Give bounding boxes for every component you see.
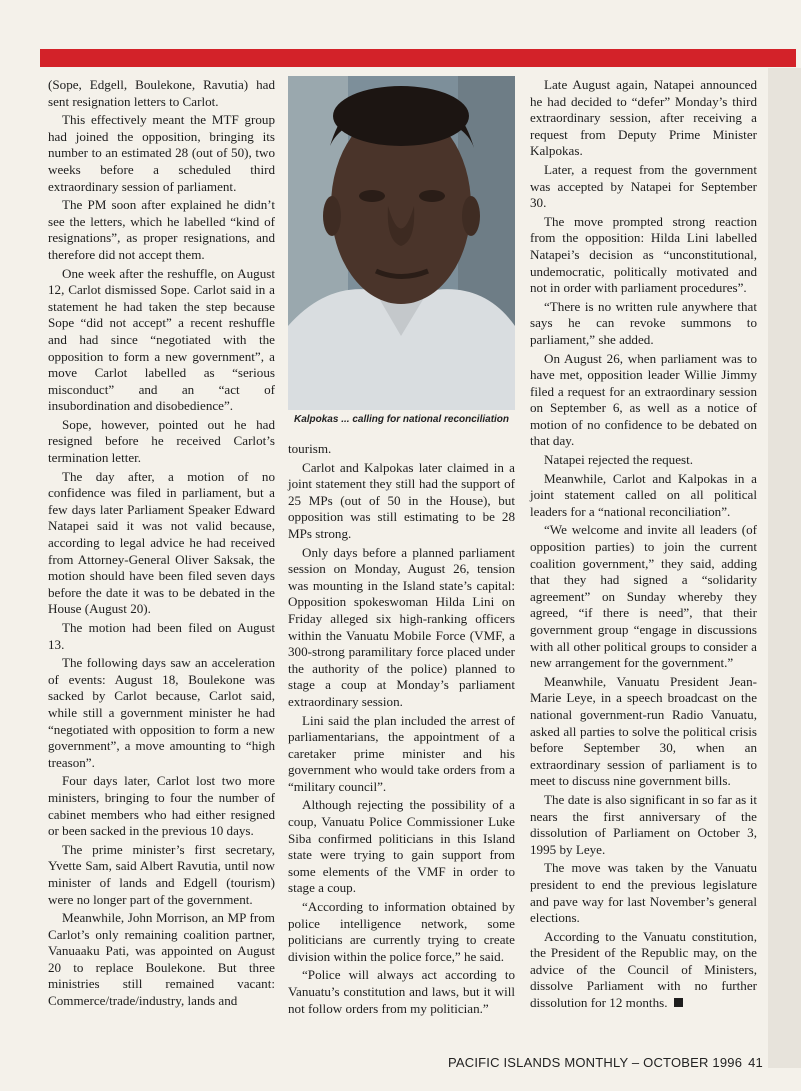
paragraph: Carlot and Kalpokas later claimed in a joint statement they still had the support of 25 MPs (out of 50 in the House), but opposition was still estimating to be 28 MPs strong. [288, 459, 515, 541]
paragraph: “We welcome and invite all leaders (of opposition parties) to join the current coalition government,” they said, adding that they had signed a “solidarity agreement” on Sunday whereby they agreed, “if there is need”, that their government group “engage in discussions with all other political groups to consider a new arrangement for the government.” [530, 522, 757, 671]
paragraph: Although rejecting the possibility of a coup, Vanuatu Police Commissioner Luke Siba confirmed politicians in this Island state were trying to gain support from some elements of the VMF in order to stage a coup. [288, 797, 515, 896]
photo-caption: Kalpokas ... calling for national reconciliation [293, 414, 510, 425]
page-number: 41 [748, 1055, 763, 1070]
paragraph: tourism. [288, 441, 332, 456]
adjacent-page-edge [768, 68, 801, 1068]
paragraph: The date is also significant in so far as it nears the first anniversary of the dissolution of Parliament on October 3, 1995 by Leye. [530, 791, 757, 857]
article-column-2 [288, 441, 515, 1019]
paragraph: The following days saw an acceleration of events: August 18, Boulekone was sacked by Carlot because, Carlot said, while still a government minister he had “negotiated with opposition to form a new government”, a move amounting to “high treason”. [48, 655, 275, 770]
paragraph: This effectively meant the MTF group had joined the opposition, bringing its number to an estimated 28 (out of 50), two weeks before a scheduled third extraordinary session of parliament. [48, 112, 275, 194]
header-accent-bar [40, 49, 796, 67]
paragraph: “According to information obtained by police intelligence network, some politicians are currently trying to create division within the police force,” he said. [288, 899, 515, 964]
paragraph: Natapei rejected the request. [544, 452, 694, 468]
paragraph: Only days before a planned parliament session on Monday, August 26, tension was mounting in the Island state’s capital: Opposition spokeswoman Hilda Lini on Friday alleged six high-ranking officers within the Vanuatu Mobile Force (VMF, a 300-strong paramilitary force placed under the authority of the police) planned to stage a coup at Monday’s parliament extraordinary session. [288, 544, 515, 709]
paragraph: Lini said the plan included the arrest of parliamentarians, the appointment of a caretaker prime minister and his government who would take orders from a “military council”. [288, 712, 515, 794]
paragraph: Meanwhile, Carlot and Kalpokas in a joint statement called on all political leaders for a “national reconciliation”. [530, 470, 757, 519]
paragraph: The prime minister’s first secretary, Yvette Sam, said Albert Ravutia, until now minister of lands and Edgell (tourism) were no longer part of the government. [48, 841, 275, 907]
paragraph: The move was taken by the Vanuatu president to end the previous legislature and pave way for last November’s general elections. [530, 860, 757, 926]
page-footer [442, 1055, 763, 1070]
kalpokas-portrait-photo [288, 76, 515, 410]
article-column-1 [48, 77, 275, 1012]
paragraph: Late August again, Natapei announced he had decided to “defer” Monday’s third extraordinary session, after receiving a request from Deputy Prime Minister Kalpokas. [530, 77, 757, 159]
end-of-article-square-icon [674, 998, 683, 1007]
paragraph: Four days later, Carlot lost two more ministers, bringing to four the number of cabinet members who had either resigned or been sacked in the previous 10 days. [48, 773, 275, 839]
paragraph: The day after, a motion of no confidence was filed in parliament, but a few days later Parliament Speaker Edward Natapei said it was not valid because, according to legal advice he had received from Attorney-General Oliver Saksak, the motion should have been filed seven days before the date it was to be debated in the House (August 20). [48, 468, 275, 617]
paragraph: The move prompted strong reaction from the opposition: Hilda Lini labelled Natapei’s decision as “unconstitutional, undemocratic, politically motivated and not in order with parliament procedures”. [530, 213, 757, 296]
article-column-3 [530, 77, 757, 1014]
paragraph: Later, a request from the government was accepted by Natapei for September 30. [530, 161, 757, 211]
footer-publication: PACIFIC ISLANDS MONTHLY – OCTOBER 1996 [447, 1055, 743, 1070]
paragraph: The PM soon after explained he didn’t see the letters, which he labelled “kind of resignations”, as proper resignations, and therefore did not accept them. [48, 197, 275, 262]
paragraph: Meanwhile, Vanuatu President Jean-Marie Leye, in a speech broadcast on the national government-run Radio Vanuatu, asked all parties to solve the political crisis before September 30, when an extraordinary session of parliament is to meet to discuss nine government bills. [530, 673, 757, 789]
paragraph: On August 26, when parliament was to have met, opposition leader Willie Jimmy filed a request for an extraordinary session on September 6, as well as a notice of motion of no confidence to be debated on that day. [530, 350, 757, 449]
paragraph: Meanwhile, John Morrison, an MP from Carlot’s only remaining coalition partner, Vanuaaku Pati, was appointed on August 20 to replace Boulekone. But three ministries still remained vacant: Commerce/trade/industry, lands and [48, 910, 275, 1009]
paragraph: “Police will always act according to Vanuatu’s constitution and laws, but it will not follow orders from my politician.” [288, 967, 515, 1016]
final-paragraph-text: According to the Vanuatu constitution, the President of the Republic may, on the advice of the Council of Ministers, dissolve Parliament with no further dissolution for 12 months. [530, 928, 757, 1011]
paragraph: One week after the reshuffle, on August 12, Carlot dismissed Sope. Carlot said in a statement he had taken the step because Sope “did not accept” a recent reshuffle and had since “negotiated with the opposition to form a new government”, a move Carlot labelled as “serious misconduct” and an “act of insubordination and disobedience”. [48, 265, 275, 414]
paragraph: Sope, however, pointed out he had resigned before he received Carlot’s termination letter. [48, 416, 275, 466]
paragraph: “There is no written rule anywhere that says he can revoke summons to parliament,” she added. [530, 298, 757, 347]
paragraph-final [530, 929, 757, 1012]
paragraph: (Sope, Edgell, Boulekone, Ravutia) had sent resignation letters to Carlot. [48, 77, 275, 109]
paragraph: The motion had been filed on August 13. [48, 620, 275, 652]
